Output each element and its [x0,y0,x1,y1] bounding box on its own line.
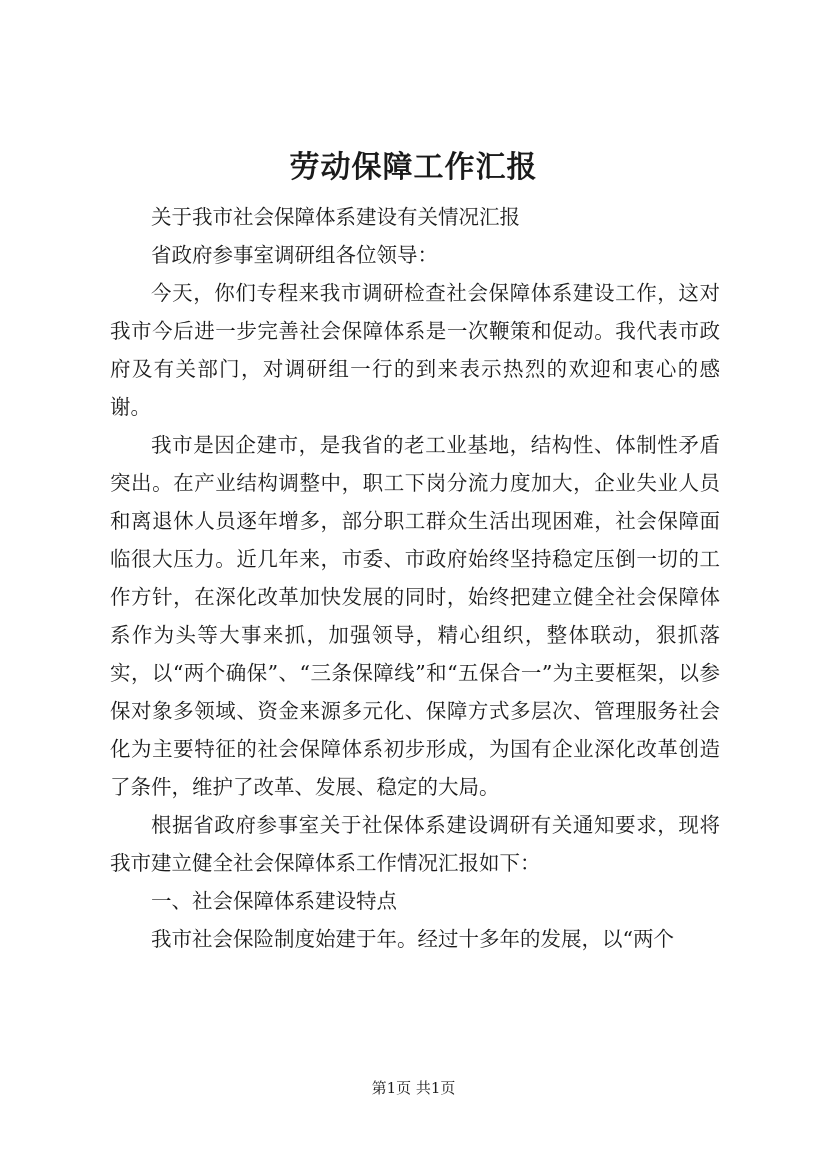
subtitle-paragraph: 关于我市社会保障体系建设有关情况汇报 [151,205,520,229]
section-heading: 一、社会保障体系建设特点 [151,889,397,913]
body-paragraph: 根据省政府参事室关于社保体系建设调研有关通知要求，现将我市建立健全社会保障体系工作情况汇报如下： [110,813,720,875]
document-body [110,198,720,958]
page-footer: 第1页 共1页 [371,1079,456,1097]
body-paragraph: 今天，你们专程来我市调研检查社会保障体系建设工作，这对我市今后进一步完善社会保障体系是一次鞭策和促动。我代表市政府及有关部门，对调研组一行的到来表示热烈的欢迎和衷心的感谢。 [110,281,720,419]
body-paragraph: 我市是因企建市，是我省的老工业基地，结构性、体制性矛盾突出。在产业结构调整中，职工下岗分流力度加大，企业失业人员和离退休人员逐年增多，部分职工群众生活出现困难，社会保障面临很大压力。近几年来，市委、市政府始终坚持稳定压倒一切的工作方针，在深化改革加快发展的同时，始终把建立健全社会保障体系作为头等大事来抓，加强领导，精心组织，整体联动，狠抓落实，以“两个确保”、“三条保障线”和“五保合一”为主要框架，以参保对象多领域、资金来源多元化、保障方式多层次、管理服务社会化为主要特征的社会保障体系初步形成，为国有企业深化改革创造了条件，维护了改革、发展、稳定的大局。 [110,433,720,799]
document-title: 劳动保障工作汇报 [289,150,538,185]
salutation-paragraph: 省政府参事室调研组各位领导： [151,243,438,267]
body-paragraph: 我市社会保险制度始建于年。经过十多年的发展，以“两个 [151,927,674,951]
